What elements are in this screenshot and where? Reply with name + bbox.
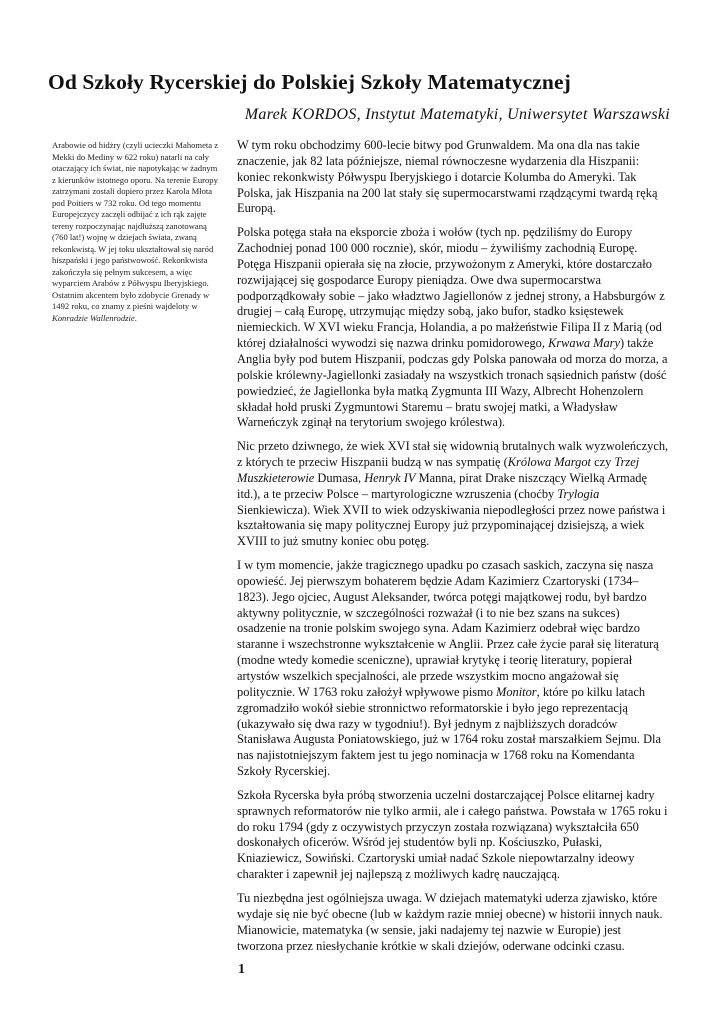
paragraph-2: Polska potęga stała na eksporcie zboża i wołów (tych np. pędziliśmy do Europy Zachodniej ponad 100 000 rocznie), skór, miodu – żywiliśmy zachodnią Europę. Potęga Hiszpanii opierała się na złocie, przywożonym z Ameryki, które dostarczało rozwijającej się gospodarce Europy pieniądza. Owe dwa supermocarstwa podporządkowały sobie – jako władztwo Jagiellonów z jednej strony, a Habsburgów z drugiej – całą Europę, utrzymując między sobą, jako bufor, stadko księstewek niemieckich. W XVI wieku Francja, Holandia, a po małżeństwie Filipa II z Marią (od której działalności wywodzi się nazwa drinku pomidorowego, Krwawa Mary) także Anglia były pod butem Hiszpanii, podczas gdy Polska panowała od morza do morza, a polskie królewny-Jagiellonki zasiadały na wszystkich tronach sąsiednich państw (dość powiedzieć, że Jagiellonka była matką Zygmunta III Wazy, Albrecht Hohenzolern składał hołd pruski Zygmuntowi Staremu – bratu swojej matki, a Władysław Warneńczyk zginął na terytorium swojego królestwa). <box>237 225 668 430</box>
article-author: Marek KORDOS, Instytut Matematyki, Uniwersytet Warszawski <box>244 106 670 123</box>
margin-note-text: Arabowie od hidżry (czyli ucieczki Mahometa z Mekki do Mediny w 622 roku) natarli na cały otaczający ich świat, nie napotykając w żadnym z kierunków istotnego oporu. Na terenie Europy zatrzymani zostali dopiero przez Karola Młota pod Poitiers w 732 roku. Od tego momentu Europejczycy zaczęli odbijać z ich rąk zajęte tereny rozpoczynając najdłuższą zanotowaną (760 lat!) wojnę w dziejach świata, zwaną rekonkwistą. W jej toku ukształtował się naród hiszpański i jego państwowość. Rekonkwista zakończyła się pełnym sukcesem, a więc wyparciem Arabów z Półwyspu Iberyjskiego. Ostatnim akcentem było zdobycie Grenady w 1492 roku, co znamy z pieśni wajdeloty w Konradzie Wallenrodzie. <box>52 140 219 323</box>
margin-note <box>52 140 220 324</box>
paragraph-6: Tu niezbędna jest ogólniejsza uwaga. W dziejach matematyki uderza zjawisko, które wydaje się nie być obecne (lub w każdym razie mniej obecne) w historii innych nauk. Mianowicie, matematyka (w sensie, jaki nadajemy tej nazwie w Europie) jest tworzona przez niesłychanie krótkie w skali dziejów, oderwane odcinki czasu. <box>237 890 663 953</box>
paragraph-4: I w tym momencie, jakże tragicznego upadku po czasach saskich, zaczyna się nasza opowieść. Jej pierwszym bohaterem będzie Adam Kazimierz Czartoryski (1734–1823). Jego ojciec, August Aleksander, twórca potęgi majątkowej rodu, był bardzo aktywny politycznie, w szczególności rozważał (i to nie bez szans na sukces) osadzenie na tronie polskim swojego syna. Adam Kazimierz odebrał więc bardzo staranne i wszechstronne wykształcenie w Anglii. Przez całe życie parał się literaturą (modne wtedy komedie sceniczne), uprawiał krytykę i teorię literatury, popierał artystów wszelkich specjalności, ale przede wszystkim mocno angażował się politycznie. W 1763 roku założył wpływowe pismo Monitor, które po kilku latach zgromadziło wokół siebie stronnictwo reformatorskie i było jego reprezentacją (ukazywało się dwa razy w tygodniu!). Był jednym z najbliższych doradców Stanisława Augusta Poniatowskiego, już w 1764 roku został marszałkiem Sejmu. Dla nas najistotniejszym faktem jest tu jego nominacja w 1768 roku na Komendanta Szkoły Rycerskiej. <box>237 558 661 779</box>
margin-note-italic: Konradzie Wallenrodzie <box>52 312 135 323</box>
paragraph-1: W tym roku obchodzimy 600-lecie bitwy pod Grunwaldem. Ma ona dla nas takie znaczenie, jak 82 lata późniejsze, niemal równoczesne wydarzenia dla Hiszpanii: koniec rekonkwisty Półwyspu Iberyjskiego i dotarcie Kolumba do Ameryki. Tak Polska, jak Hiszpania na 200 lat stały się supermocarstwami rządzącymi twardą ręką Europą. <box>237 138 658 216</box>
article-title: Od Szkoły Rycerskiej do Polskiej Szkoły Matematycznej <box>48 70 571 94</box>
paragraph-3: Nic przeto dziwnego, że wiek XVI stał się widownią brutalnych walk wyzwoleńczych, z których te przeciw Hiszpanii budzą w nas sympatię (Królowa Margot czy Trzej Muszkieterowie Dumasa, Henryk IV Manna, pirat Drake niszczący Wielką Armadę itd.), a te przeciw Polsce – martyrologiczne wzruszenia (choćby Trylogia Sienkiewicza). Wiek XVII to wiek odzyskiwania niepodległości przez nowe państwa i kształtowania się mapy politycznej Europy już przypominającej dzisiejszą, a wiek XVIII to już smutny koniec obu potęg. <box>237 439 669 549</box>
main-text <box>237 138 669 962</box>
paragraph-5: Szkoła Rycerska była próbą stworzenia uczelni dostarczającej Polsce elitarnej kadry sprawnych reformatorów nie tylko armii, ale i całego państwa. Powstała w 1765 roku i do roku 1794 (gdy z oczywistych przyczyn została rozwiązana) wykształciła 650 doskonałych oficerów. Wśród jej studentów byli np. Kościuszko, Pułaski, Kniaziewicz, Sowiński. Czartoryski umiał nadać Szkole niepowtarzalny ideowy charakter i zapewnił jej najlepszą z możliwych kadrę nauczającą. <box>237 787 668 882</box>
page-number: 1 <box>238 962 245 977</box>
